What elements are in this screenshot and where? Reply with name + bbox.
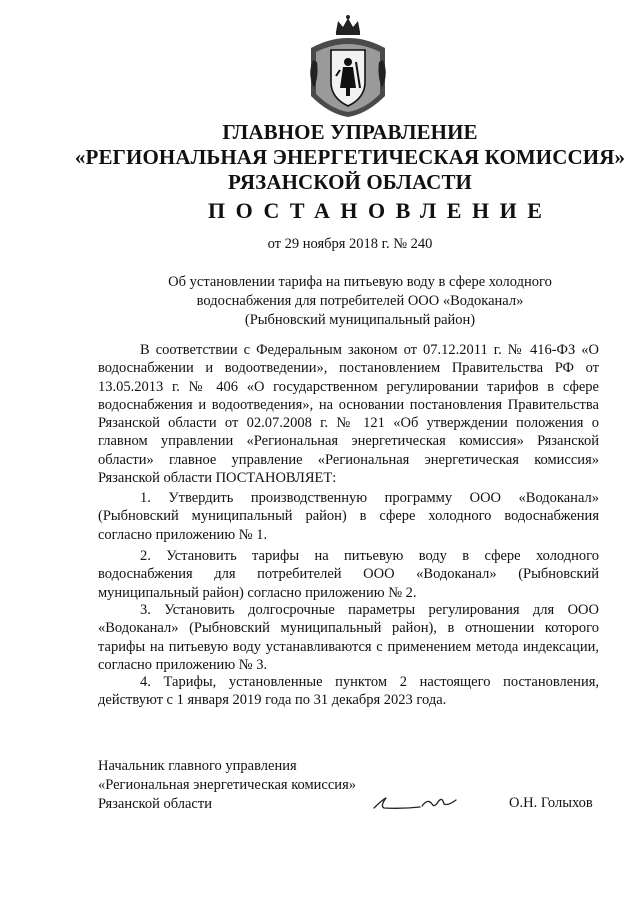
document-type-title: ПОСТАНОВЛЕНИЕ <box>208 198 553 223</box>
signer-position-line-3: Рязанской области <box>98 796 212 812</box>
signer-position-line-1: Начальник главного управления <box>98 758 297 774</box>
subject-line-2: водоснабжения для потребителей ООО «Водоканал» <box>196 293 524 309</box>
subject-line-1: Об установлении тарифа на питьевую воду в сфере холодного <box>168 274 552 290</box>
coat-of-arms-icon <box>305 14 391 120</box>
preamble-paragraph: В соответствии с Федеральным законом от 07.12.2011 г. № 416-ФЗ «О водоснабжении и водоотведении», постановлением Правительства РФ от 13.05.2013 г. № 406 «О государственном регулировании тарифов в сфере водоснабжения и водоотведения», на основании постановления Правительства Рязанской области от 02.07.2008 г. № 121 «Об утверждении положения о главном управлении «Региональная энергетическая комиссия» Рязанской области» главное управление «Региональная энергетическая комиссия» Рязанской области ПОСТАНОВЛЯЕТ: <box>98 342 599 487</box>
document-date-number: от 29 ноября 2018 г. № 240 <box>267 236 433 252</box>
subject-line-3: (Рыбновский муниципальный район) <box>244 312 476 328</box>
org-title-line-2: «РЕГИОНАЛЬНАЯ ЭНЕРГЕТИЧЕСКАЯ КОМИССИЯ» <box>74 145 626 169</box>
resolution-item-3: 3. Установить долгосрочные параметры регулирования для ООО «Водоканал» (Рыбновский муниципальный район), в отношении которого тарифы на питьевую воду устанавливаются с применением метода индексации, согласно приложению № 3. <box>98 602 599 673</box>
resolution-item-4: 4. Тарифы, установленные пунктом 2 настоящего постановления, действуют с 1 января 2019 года по 31 декабря 2023 года. <box>98 674 599 709</box>
org-title-line-1: ГЛАВНОЕ УПРАВЛЕНИЕ <box>222 120 478 144</box>
handwritten-signature-icon <box>372 792 462 816</box>
org-title-line-3: РЯЗАНСКОЙ ОБЛАСТИ <box>228 170 472 194</box>
signer-name: О.Н. Голыхов <box>509 795 593 811</box>
resolution-item-1: 1. Утвердить производственную программу ООО «Водоканал» (Рыбновский муниципальный район) в сфере холодного водоснабжения согласно приложению № 1. <box>98 490 599 543</box>
resolution-item-2: 2. Установить тарифы на питьевую воду в сфере холодного водоснабжения для потребителей ООО «Водоканал» (Рыбновский муниципальный район) согласно приложению № 2. <box>98 548 599 601</box>
signer-position-line-2: «Региональная энергетическая комиссия» <box>98 777 356 793</box>
